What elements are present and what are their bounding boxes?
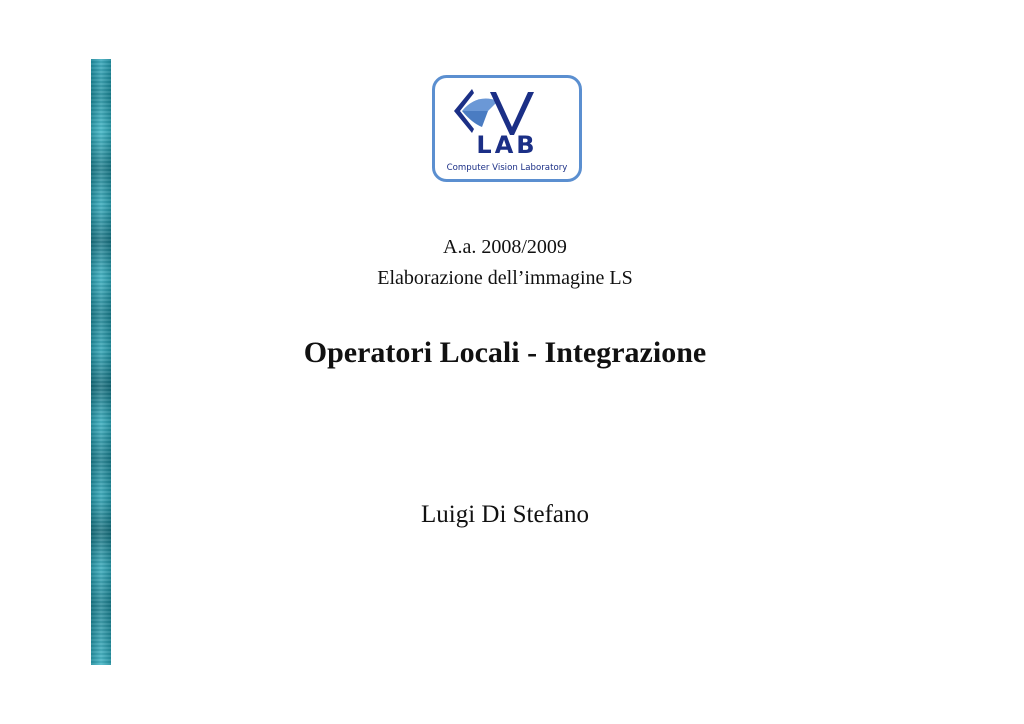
course-name: Elaborazione dell’immagine LS — [377, 267, 633, 289]
cv-lab-logo — [432, 75, 582, 182]
author-name: Luigi Di Stefano — [420, 501, 590, 528]
academic-year: A.a. 2008/2009 — [443, 236, 567, 258]
logo-subtitle: Computer Vision Laboratory — [446, 163, 568, 173]
slide-title: Operatori Locali - Integrazione — [303, 336, 707, 369]
logo-main-text: LAB — [476, 131, 538, 159]
